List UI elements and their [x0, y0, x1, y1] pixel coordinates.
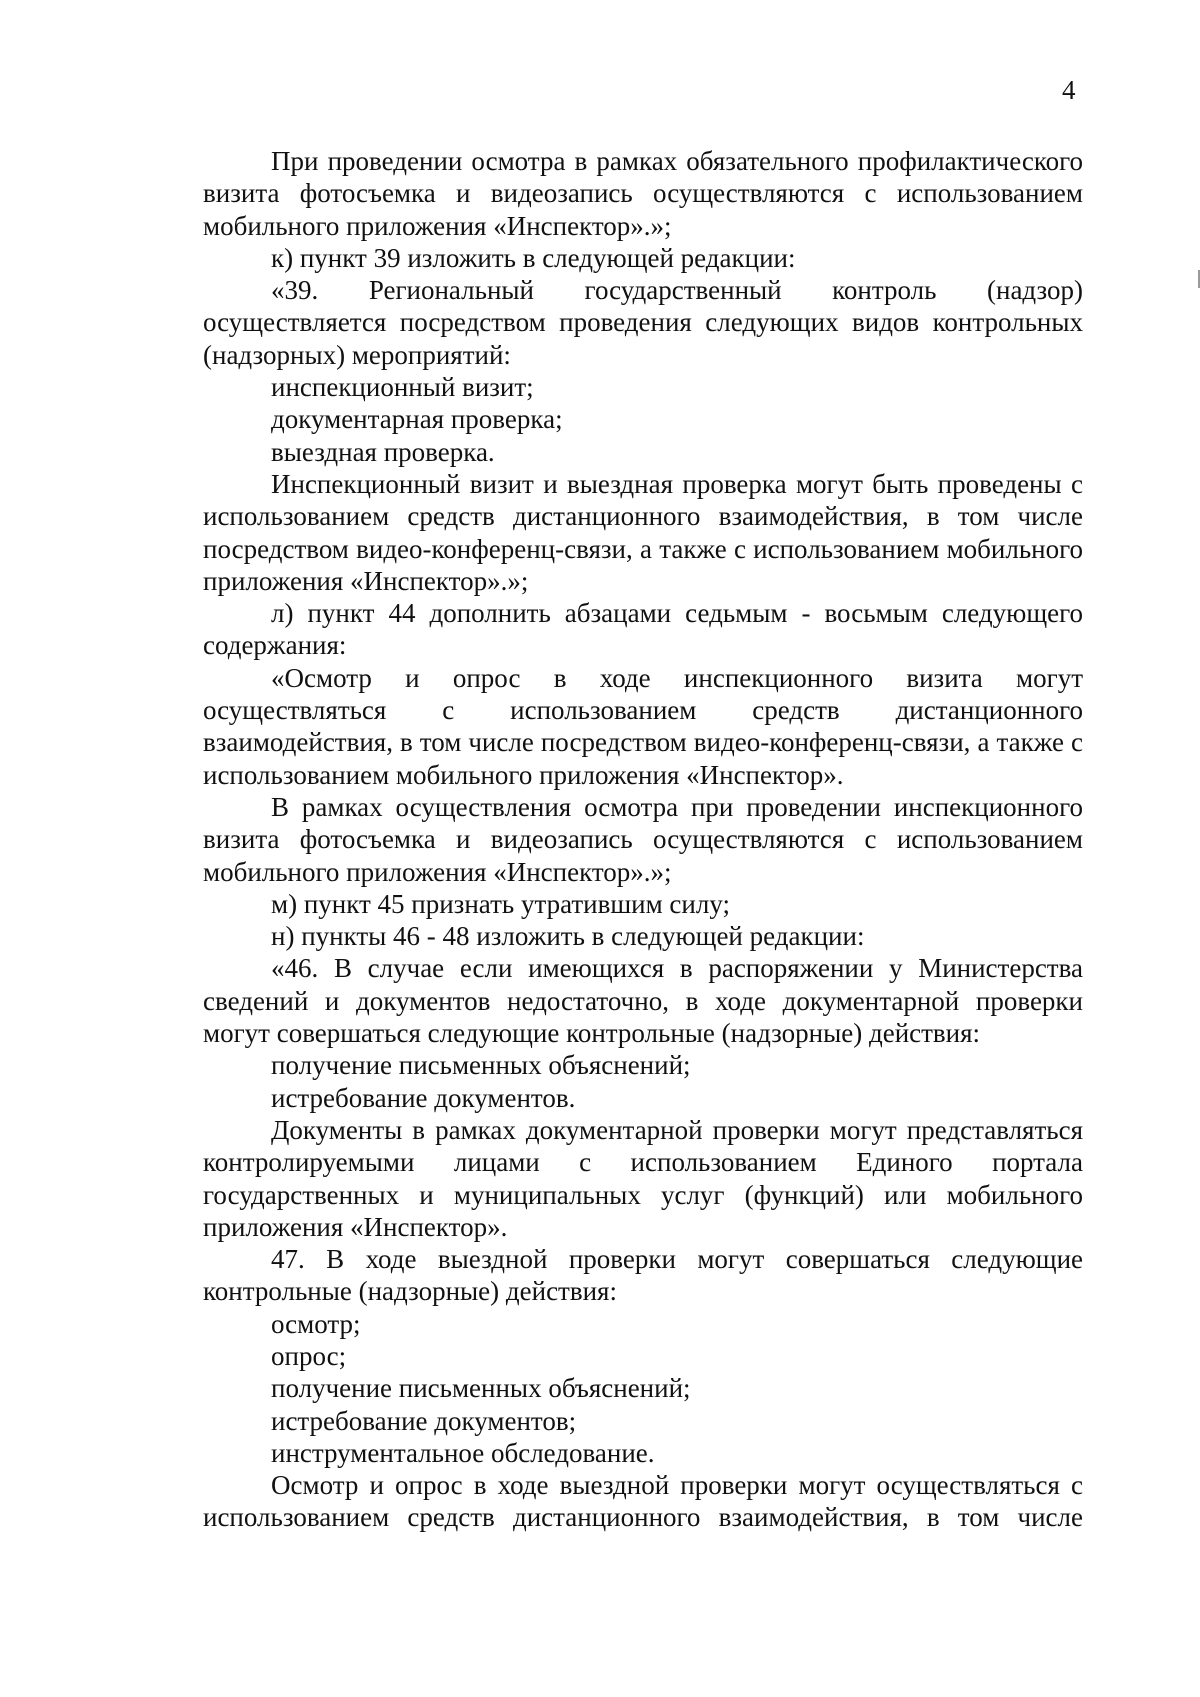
- paragraph: м) пункт 45 признать утратившим силу;: [271, 888, 730, 919]
- list-item: осмотр;: [271, 1308, 361, 1339]
- paragraph: Осмотр и опрос в ходе выездной проверки могут осуществляться с использованием средств дистанционного взаимодействия, в том числе: [203, 1470, 1083, 1533]
- list-item: выездная проверка.: [271, 436, 495, 467]
- paragraph: 47. В ходе выездной проверки могут совершаться следующие контрольные (надзорные) действия:: [203, 1244, 1083, 1307]
- list-item: получение письменных объяснений;: [271, 1373, 691, 1404]
- document-body: [203, 145, 1083, 1534]
- paragraph: Инспекционный визит и выездная проверка могут быть проведены с использованием средств дистанционного взаимодействия, в том числе посредством видео-конференц-связи, а также с использованием мобильного приложения «Инспектор».»;: [203, 468, 1083, 596]
- list-item: истребование документов;: [271, 1405, 577, 1436]
- list-item: получение письменных объяснений;: [271, 1050, 691, 1081]
- list-item: опрос;: [271, 1340, 347, 1371]
- paragraph: «46. В случае если имеющихся в распоряжении у Министерства сведений и документов недостаточно, в ходе документарной проверки могут совершаться следующие контрольные (надзорные) действия:: [203, 953, 1083, 1049]
- page-number: 4: [1062, 75, 1076, 105]
- paragraph: «39. Региональный государственный контроль (надзор) осуществляется посредством проведения следующих видов контрольных (надзорных) мероприятий:: [203, 275, 1083, 370]
- list-item: инструментальное обследование.: [271, 1437, 655, 1468]
- list-item: истребование документов.: [271, 1082, 576, 1113]
- paragraph: «Осмотр и опрос в ходе инспекционного визита могут осуществляться с использованием средств дистанционного взаимодействия, в том числе посредством видео-конференц-связи, а также с использованием мобильного приложения «Инспектор».: [203, 662, 1083, 790]
- paragraph: В рамках осуществления осмотра при проведении инспекционного визита фотосъемка и видеозапись осуществляются с использованием мобильного приложения «Инспектор».»;: [203, 791, 1083, 887]
- paragraph: н) пункты 46 - 48 изложить в следующей редакции:: [271, 921, 865, 952]
- paragraph: При проведении осмотра в рамках обязательного профилактического визита фотосъемка и видеозапись осуществляются с использованием мобильного приложения «Инспектор».»;: [203, 146, 1083, 241]
- paragraph: Документы в рамках документарной проверки могут представляться контролируемыми лицами с использованием Единого портала государственных и муниципальных услуг (функций) или мобильного приложения «Инспектор».: [203, 1114, 1083, 1242]
- paragraph: к) пункт 39 изложить в следующей редакции:: [271, 242, 796, 273]
- paragraph: л) пункт 44 дополнить абзацами седьмым - восьмым следующего содержания:: [203, 598, 1083, 661]
- list-item: инспекционный визит;: [271, 372, 534, 403]
- list-item: документарная проверка;: [271, 404, 563, 435]
